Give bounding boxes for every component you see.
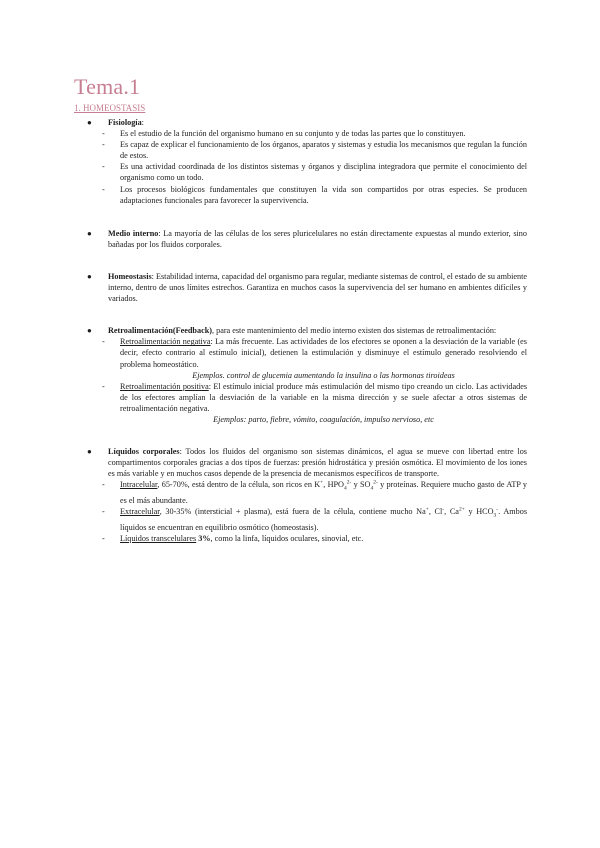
bullet-icon: ● <box>87 326 92 336</box>
example-negativa: Ejemplos. control de glucemia aumentando la insulina o las hormonas tiroideas <box>192 370 455 380</box>
bullet-icon: ● <box>87 447 92 457</box>
term-retroalimentacion: Retroalimentación(Feedback) <box>108 326 212 336</box>
bullet-homeostasis: ● Homeostasis: Estabilidad interna, capacidad del organismo para regular, mediante sistemas de control, el estado de su ambiente interno, dentro de unos límites estrechos. Garantiza en muchos casos la supervivencia del ser humano en ambientes difíciles y variados. <box>87 271 528 304</box>
bullet-icon: ● <box>87 271 92 281</box>
list-item: - Los procesos biológicos fundamentales que constituyen la vida son compartidos por otras especies. Se producen adaptaciones funcionales para favorecer la supervivencia. <box>102 184 527 205</box>
list-item: - Retroalimentación negativa: La más frecuente. Las actividades de los efectores se oponen a la desviación de la variable (es decir, efecto contrario al estímulo inicial), detienen la estimulación y disminuye el estímulo generado resolviendo el problema homeostático. <box>102 337 527 369</box>
list-item: - Líquidos transcelulares 3%, como la linfa, líquidos oculares, sinovial, etc. <box>102 534 364 543</box>
document-body <box>84 117 527 544</box>
section-heading: 1. HOMEOSTASIS <box>74 103 146 113</box>
bullet-liquidos: ● Líquidos corporales: Todos los fluidos del organismo son sistemas dinámicos, el agua se mueve con libertad entre los compartimentos corporales gracias a dos tipos de fuerzas: presión hidrostática y presión osmótica. El movimiento de los iones es más variable y en muchos casos depende de la presencia de mecanismos específicos de transporte. <box>87 447 527 479</box>
term-fisiologia: Fisiología <box>108 118 142 127</box>
page-title: Tema.1 <box>74 74 141 99</box>
list-item: - Es una actividad coordinada de los distintos sistemas y órganos y disciplina integradora que permite el conocimiento del organismo como un todo. <box>102 162 527 183</box>
retro-list <box>84 336 527 369</box>
list-item: - Es el estudio de la función del organismo humano en su conjunto y de todas las partes que lo constituyen. <box>102 129 466 139</box>
bullet-retroalimentacion: ● Retroalimentación(Feedback), para este mantenimiento del medio interno existen dos sistemas de retroalimentación: <box>87 326 497 336</box>
fisiologia-list <box>84 128 527 206</box>
term-homeostasis: Homeostasis <box>108 271 152 281</box>
term-medio-interno: Medio interno <box>108 228 159 238</box>
example-positiva: Ejemplos: parto, fiebre, vómito, coagulación, impulso nervioso, etc <box>213 414 434 424</box>
term-liquidos: Líquidos corporales <box>108 447 180 457</box>
list-item: - Intracelular, 65-70%, está dentro de la célula, son ricos en K+, $HPO_4^{2-}$ y $SO_4^{2-}$ y proteínas. Requiere mucho gasto de ATP y es el más abundante. <box>102 479 527 506</box>
list-item: - Retroalimentación positiva: El estímulo inicial produce más estimulación del mismo tipo creando un ciclo. Las actividades de los efectores amplían la desviación de la variable en la misma dirección y se suele afectar a otros sistemas de retroalimentación negativa. <box>102 381 528 413</box>
bullet-fisiologia: ● Fisiología: <box>87 118 144 127</box>
bullet-medio-interno: ● Medio interno: La mayoría de las células de los seres pluricelulares no están directamente expuestas al mundo exterior, sino bañadas por los fluidos corporales. <box>87 228 527 249</box>
bullet-icon: ● <box>87 118 92 127</box>
liquidos-list <box>84 479 527 544</box>
bullet-icon: ● <box>87 228 92 238</box>
list-item: - Extracelular, 30-35% (intersticial + plasma), está fuera de la célula, contiene mucho Na+, Cl-, $Ca^{2+}$ y $HCO_3^-$. Ambos líquidos se encuentran en equilibrio osmótico (homeostasis). <box>102 506 528 532</box>
list-item: - Es capaz de explicar el funcionamiento de los órganos, aparatos y sistemas y estudia los mecanismos que regulan la función de estos. <box>102 140 527 161</box>
